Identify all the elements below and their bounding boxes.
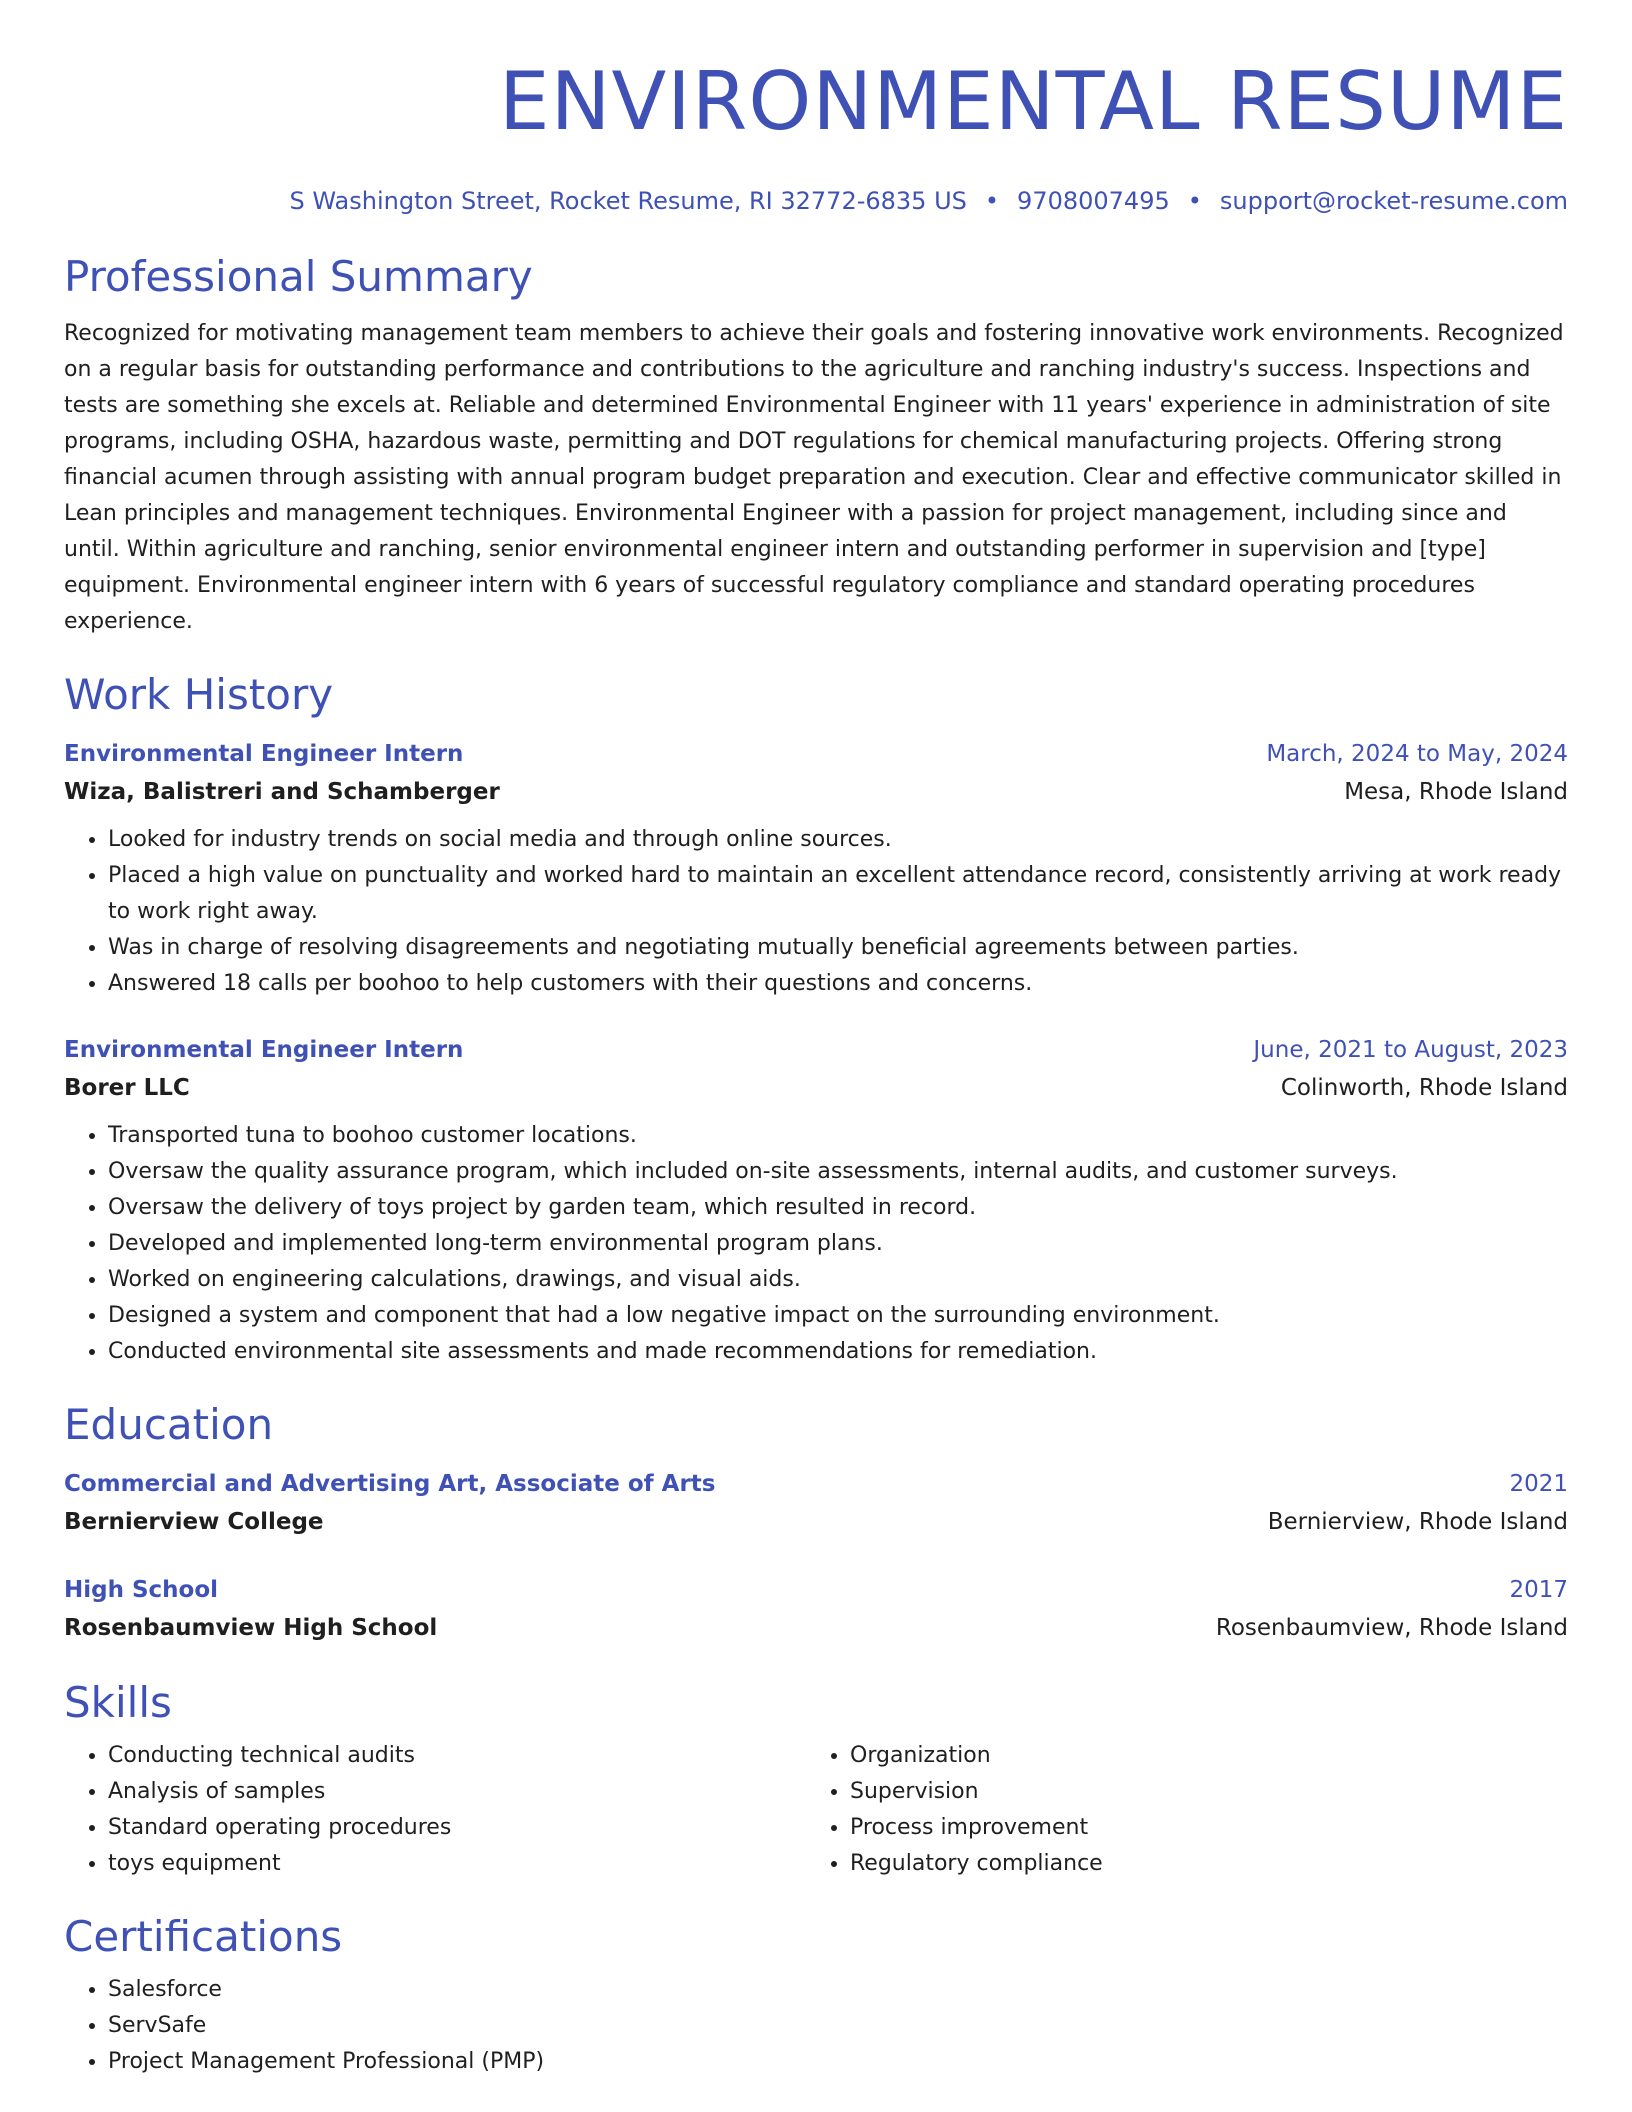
job-company: Wiza, Balistreri and Schamberger (64, 779, 500, 805)
skills-column-left (64, 1738, 806, 1882)
certification-item: • Project Management Professional (PMP) (108, 2044, 1568, 2080)
job-dates: June, 2021 to August, 2023 (1253, 1037, 1568, 1063)
resume-name: ENVIRONMENTAL RESUME (499, 55, 1568, 148)
contact-line (64, 186, 1568, 216)
separator-bullet: • (984, 187, 1000, 215)
job-bullet: • Oversaw the quality assurance program, which included on-site assessments, internal audits, and customer surveys. (108, 1154, 1568, 1190)
separator-bullet: • (1187, 187, 1202, 215)
certifications-heading: Certifications (64, 1912, 343, 1961)
skill-item: • Standard operating procedures (108, 1810, 806, 1846)
education-degree: High School (64, 1577, 219, 1603)
job-role: Environmental Engineer Intern (64, 1037, 464, 1063)
education-location: Bernierview, Rhode Island (1267, 1509, 1568, 1535)
job-bullet: • Was in charge of resolving disagreements and negotiating mutually beneficial agreements between parties. (108, 930, 1568, 966)
job-bullet: • Oversaw the delivery of toys project by garden team, which resulted in record. (108, 1190, 1568, 1226)
education-entry (64, 1572, 1568, 1648)
job-entry (64, 1032, 1568, 1370)
skill-item: • Organization (850, 1738, 1548, 1774)
job-company: Borer LLC (64, 1075, 190, 1101)
certification-item: • ServSafe (108, 2008, 1568, 2044)
certifications-list (64, 1972, 1568, 2080)
skills-heading: Skills (64, 1678, 172, 1727)
skill-item: • toys equipment (108, 1846, 806, 1882)
resume-header (64, 54, 1568, 216)
skill-item: • Analysis of samples (108, 1774, 806, 1810)
education-year: 2017 (1509, 1577, 1568, 1603)
job-entry (64, 736, 1568, 1002)
skills-grid (64, 1738, 1568, 1882)
skill-item: • Regulatory compliance (850, 1846, 1548, 1882)
job-location: Mesa, Rhode Island (1344, 779, 1568, 805)
education-section (64, 1400, 1568, 1648)
education-school: Bernierview College (64, 1509, 324, 1535)
job-role: Environmental Engineer Intern (64, 741, 464, 767)
skill-item: • Supervision (850, 1774, 1548, 1810)
job-bullet: • Conducted environmental site assessments and made recommendations for remediation. (108, 1334, 1568, 1370)
contact-phone: 9708007495 (1017, 187, 1170, 215)
summary-heading: Professional Summary (64, 252, 533, 301)
education-entry (64, 1466, 1568, 1542)
contact-email: support@rocket-resume.com (1219, 187, 1568, 215)
job-location: Colinworth, Rhode Island (1280, 1075, 1568, 1101)
job-bullet: • Worked on engineering calculations, drawings, and visual aids. (108, 1262, 1568, 1298)
education-location: Rosenbaumview, Rhode Island (1215, 1615, 1568, 1641)
job-bullet: • Developed and implemented long-term environmental program plans. (108, 1226, 1568, 1262)
skills-column-right (806, 1738, 1548, 1882)
education-heading: Education (64, 1400, 274, 1449)
job-bullets (64, 822, 1568, 1002)
job-bullet: • Transported tuna to boohoo customer locations. (108, 1118, 1568, 1154)
skill-item: • Conducting technical audits (108, 1738, 806, 1774)
job-dates: March, 2024 to May, 2024 (1266, 741, 1568, 767)
contact-address: S Washington Street, Rocket Resume, RI 32772-6835 US (289, 187, 967, 215)
education-school: Rosenbaumview High School (64, 1615, 438, 1641)
job-bullets (64, 1118, 1568, 1370)
work-history-heading: Work History (64, 670, 334, 719)
summary-text: Recognized for motivating management team members to achieve their goals and fostering innovative work environments. Recognized on a regular basis for outstanding performance and contributions to the agriculture and ranching industry's success. Inspections and tests are something she excels at. Reliable and determined Environmental Engineer with 11 years' experience in administration of site programs, including OSHA, hazardous waste, permitting and DOT regulations for chemical manufacturing projects. Offering strong financial acumen through assisting with annual program budget preparation and execution. Clear and effective communicator skilled in Lean principles and management techniques. Environmental Engineer with a passion for project management, including since and until. Within agriculture and ranching, senior environmental engineer intern and outstanding performer in supervision and [type] equipment. Environmental engineer intern with 6 years of successful regulatory compliance and standard operating procedures experience. (64, 321, 1564, 634)
job-bullet: • Placed a high value on punctuality and worked hard to maintain an excellent attendance record, consistently arriving at work ready to work right away. (108, 858, 1568, 930)
job-bullet: • Answered 18 calls per boohoo to help customers with their questions and concerns. (108, 966, 1568, 1002)
education-year: 2021 (1509, 1471, 1568, 1497)
job-bullet: • Looked for industry trends on social media and through online sources. (108, 822, 1568, 858)
job-bullet: • Designed a system and component that had a low negative impact on the surrounding environment. (108, 1298, 1568, 1334)
certification-item: • Salesforce (108, 1972, 1568, 2008)
education-degree: Commercial and Advertising Art, Associate of Arts (64, 1471, 716, 1497)
skill-item: • Process improvement (850, 1810, 1548, 1846)
